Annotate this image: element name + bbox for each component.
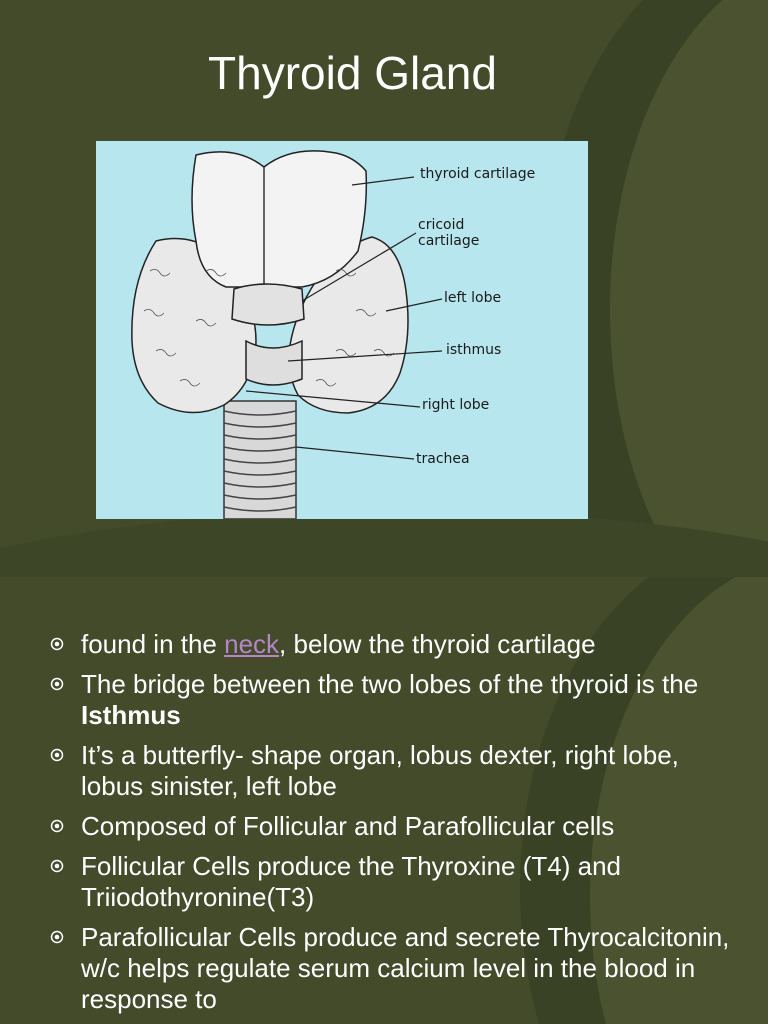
bullet-list: [50, 629, 740, 1024]
bullet-text: - shape organ, lobus dexter, right lobe, lobus sinister, left lobe: [81, 740, 679, 801]
circled-dot-icon: [50, 930, 64, 944]
cricoid-shape: [232, 284, 304, 325]
list-item: [50, 669, 740, 731]
circled-dot-icon: [50, 677, 64, 691]
neck-link[interactable]: neck: [224, 629, 280, 659]
label-isthmus: isthmus: [446, 342, 502, 358]
trachea-shape: [224, 401, 296, 519]
list-item: [50, 851, 740, 913]
bullet-text: Follicular Cells produce the Thyroxine (T4) and Triiodothyronine(T3): [81, 851, 621, 912]
circled-dot-icon: [50, 819, 64, 833]
bullet-text: found in the: [81, 629, 225, 659]
label-right-lobe: right lobe: [422, 397, 490, 413]
slide-title: Thyroid Gland: [208, 47, 497, 99]
list-item: [50, 629, 740, 660]
circled-dot-icon: [50, 748, 64, 762]
bullet-emphasis-text: It’s a butterfly: [81, 740, 236, 770]
thyroid-diagram: [96, 141, 588, 519]
bullet-text: Parafollicular Cells produce and secrete Thyrocalcitonin, w/c helps regulate serum calcium level in the blood in response to: [81, 922, 730, 1014]
bullet-bold-text: Isthmus: [81, 700, 181, 730]
bullet-text: , below the thyroid cartilage: [279, 629, 596, 659]
isthmus-shape: [246, 341, 302, 385]
label-thyroid-cartilage: thyroid cartilage: [420, 166, 536, 182]
thyroid-illustration: [96, 141, 588, 519]
thyroid-cartilage-shape: [192, 151, 366, 287]
list-item: [50, 811, 740, 842]
label-left-lobe: left lobe: [444, 290, 502, 306]
label-cricoid-line2: cartilage: [418, 233, 480, 249]
label-trachea: trachea: [416, 451, 470, 467]
slide-2: [0, 577, 768, 1024]
circled-dot-icon: [50, 637, 64, 651]
list-item: [50, 740, 740, 802]
label-cricoid-line1: cricoid: [418, 217, 465, 233]
bullet-text: Composed of Follicular and Parafollicular cells: [81, 811, 615, 841]
list-item: [50, 922, 740, 1015]
bullet-text: The bridge between the two lobes of the thyroid is the: [81, 669, 699, 699]
circled-dot-icon: [50, 859, 64, 873]
